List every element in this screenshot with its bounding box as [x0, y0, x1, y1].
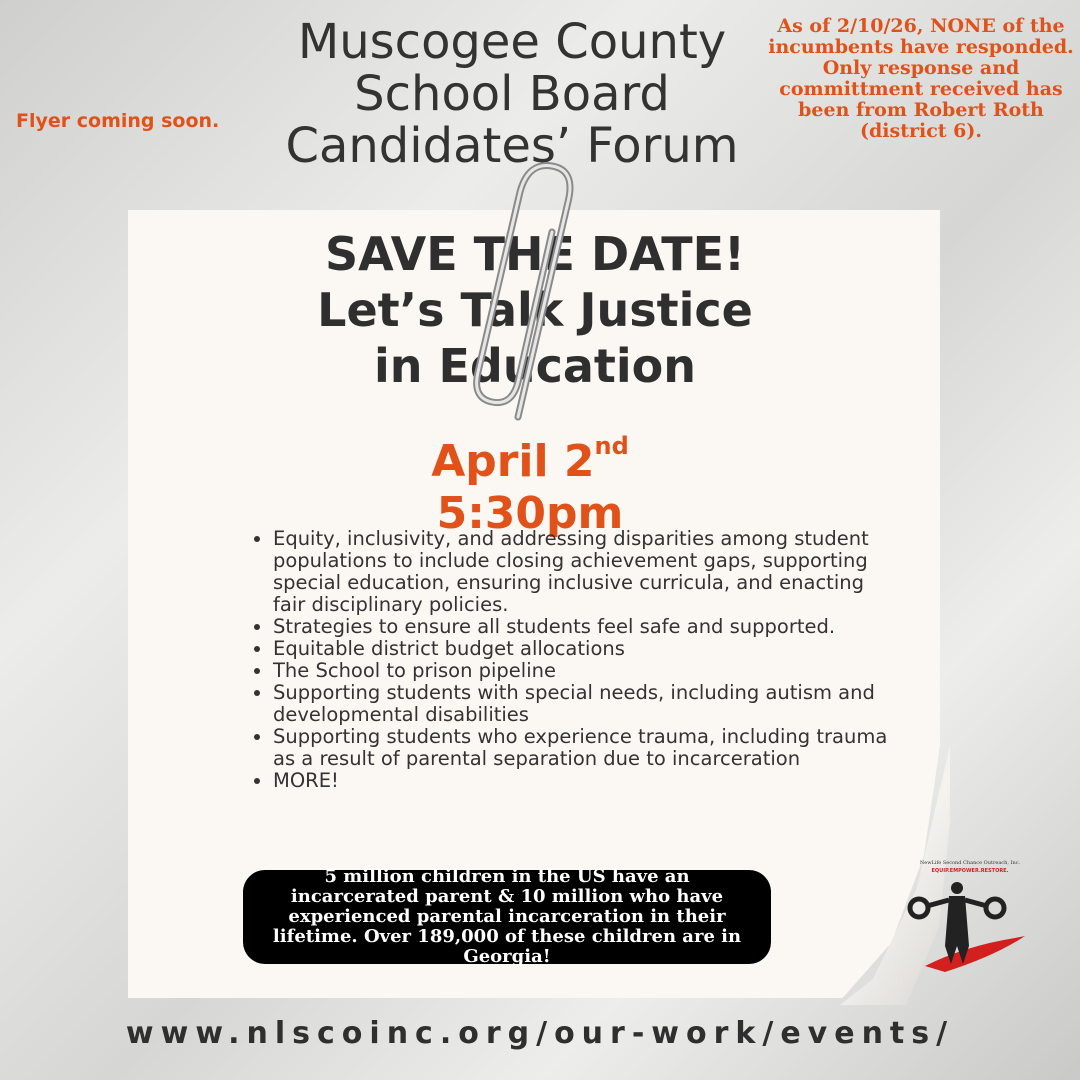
event-time: 5:30pm [436, 488, 624, 539]
title-line-3: Candidates’ Forum [285, 118, 739, 174]
list-item: • Supporting students with special needs, including autism and developmental disabilities [273, 682, 893, 726]
date-suffix: nd [594, 432, 629, 460]
list-item: • MORE! [273, 770, 893, 792]
event-date [330, 420, 730, 540]
logo-name: NewLife Second Chance Outreach, Inc. [919, 860, 1021, 866]
incumbents-note: As of 2/10/26, NONE of the incumbents have responded. Only response and committment received has been from Robert Roth (district 6). [768, 15, 1074, 142]
broken-chains-figure-icon [905, 876, 1035, 976]
title-line-2: School Board [354, 66, 670, 122]
headline-line-2: Let’s Talk Justice [317, 283, 753, 337]
statistic-text: 5 million children in the US have an incarcerated parent & 10 million who have experienced parental incarceration in their lifetime. Over 189,000 of these children are in Georgia! [272, 866, 742, 967]
logo-tagline: EQUIP.EMPOWER.RESTORE. [931, 868, 1009, 874]
flyer-note: Flyer coming soon. [16, 110, 220, 132]
list-item: • Equitable district budget allocations [273, 638, 893, 660]
list-item: • The School to prison pipeline [273, 660, 893, 682]
paperclip-icon [448, 162, 598, 432]
topics-list [245, 528, 893, 792]
organization-logo [905, 860, 1035, 975]
headline-line-3: in Education [373, 339, 697, 393]
statistic-callout [243, 866, 771, 967]
list-item: • Strategies to ensure all students feel safe and supported. [273, 616, 893, 638]
list-item: • Equity, inclusivity, and addressing disparities among student populations to include closing achievement gaps, supporting special education, ensuring inclusive curricula, and enacting fair disciplinary policies. [273, 528, 893, 616]
forum-title [262, 16, 762, 172]
headline-line-1: SAVE THE DATE! [325, 227, 745, 281]
events-url[interactable]: www.nlscoinc.org/our-work/events/ [125, 1016, 955, 1051]
list-item: • Supporting students who experience trauma, including trauma as a result of parental separation due to incarceration [273, 726, 893, 770]
date-text: April 2 [431, 436, 595, 487]
title-line-1: Muscogee County [297, 14, 727, 70]
